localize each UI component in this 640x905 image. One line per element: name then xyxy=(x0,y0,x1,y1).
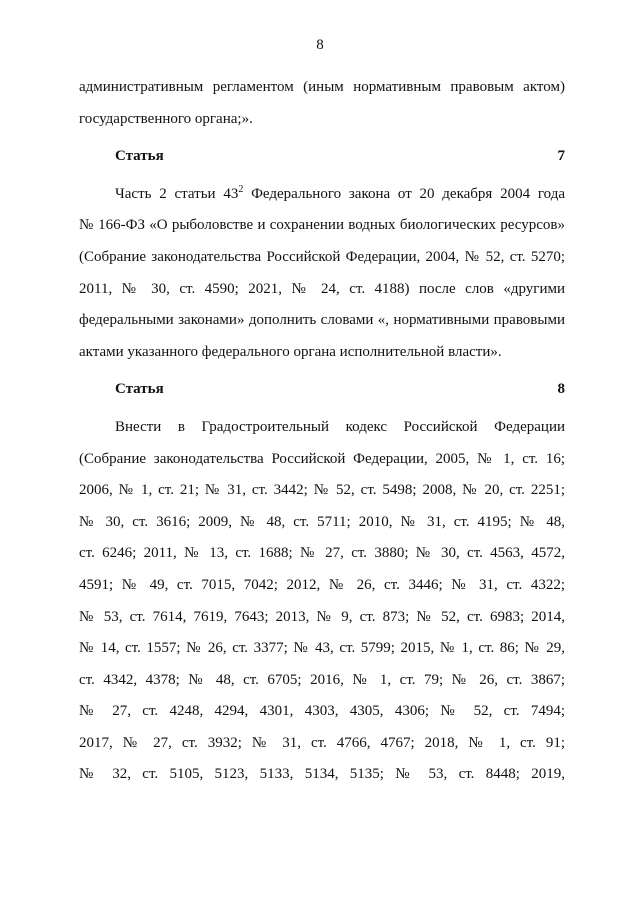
article-8-line-3: 2006, № 1, ст. 21; № 31, ст. 3442; № 52, ст. 5498; 2008, № 20, ст. 2251; xyxy=(79,482,565,499)
article-7-line-6: актами указанного федерального органа исполнительной власти». xyxy=(79,343,502,360)
article-8-line-12: № 32, ст. 5105, 5123, 5133, 5134, 5135; № 53, ст. 8448; 2019, xyxy=(79,766,565,783)
article-8-line-9: ст. 4342, 4378; № 48, ст. 6705; 2016, № 1, ст. 79; № 26, ст. 3867; xyxy=(79,671,565,688)
article-7-line-1-start: Часть 2 статьи 43 xyxy=(115,185,239,202)
document-body xyxy=(79,72,565,791)
article-8-line-4: № 30, ст. 3616; 2009, № 48, ст. 5711; 2010, № 31, ст. 4195; № 48, xyxy=(79,513,565,530)
article-8-line-1: Внести в Градостроительный кодекс Российской Федерации xyxy=(115,418,565,435)
article-8-line-6: 4591; № 49, ст. 7015, 7042; 2012, № 26, ст. 3446; № 31, ст. 4322; xyxy=(79,576,565,593)
article-7-line-2: № 166-ФЗ «О рыболовстве и сохранении водных биологических ресурсов» xyxy=(79,217,565,234)
article-8-line-11: 2017, № 27, ст. 3932; № 31, ст. 4766, 4767; 2018, № 1, ст. 91; xyxy=(79,734,565,751)
article-8-line-7: № 53, ст. 7614, 7619, 7643; 2013, № 9, ст. 873; № 52, ст. 6983; 2014, xyxy=(79,608,565,625)
article-8-heading: Статья 8 xyxy=(115,381,565,398)
page-number: 8 xyxy=(316,37,324,53)
article-8-line-5: ст. 6246; 2011, № 13, ст. 1688; № 27, ст. 3880; № 30, ст. 4563, 4572, xyxy=(79,545,565,562)
article-7-heading: Статья 7 xyxy=(115,148,565,165)
article-7-line-5: федеральными законами» дополнить словами «, нормативными правовыми xyxy=(79,312,565,329)
article-8-line-10: № 27, ст. 4248, 4294, 4301, 4303, 4305, 4306; № 52, ст. 7494; xyxy=(79,703,565,720)
article-7-superscript: 2 xyxy=(238,183,244,195)
article-8-line-2: (Собрание законодательства Российской Федерации, 2005, № 1, ст. 16; xyxy=(79,450,565,467)
intro-line-2: государственного органа;». xyxy=(79,110,253,127)
article-8-line-8: № 14, ст. 1557; № 26, ст. 3377; № 43, ст. 5799; 2015, № 1, ст. 86; № 29, xyxy=(79,640,565,657)
article-7-line-1 xyxy=(79,179,565,211)
article-7-line-3: (Собрание законодательства Российской Федерации, 2004, № 52, ст. 5270; xyxy=(79,248,565,265)
article-7-line-4: 2011, № 30, ст. 4590; 2021, № 24, ст. 4188) после слов «другими xyxy=(79,280,565,297)
article-7-line-1-rest: Федерального закона от 20 декабря 2004 года xyxy=(243,185,565,202)
intro-line-1: административным регламентом (иным нормативным правовым актом) xyxy=(79,79,565,95)
